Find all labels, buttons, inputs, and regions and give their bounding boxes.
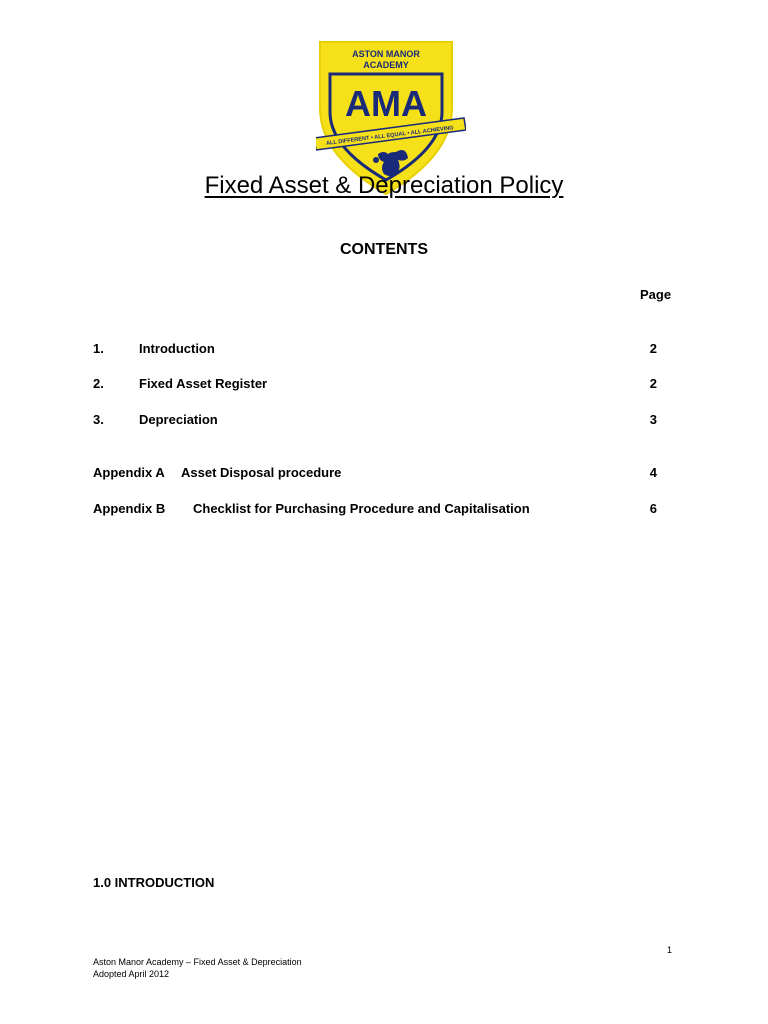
toc-entry-fixed-asset-register[interactable] <box>93 376 673 394</box>
toc-entry-number: Appendix A <box>93 465 165 480</box>
toc-entry-title: Asset Disposal procedure <box>181 465 342 480</box>
footer-line-1: Aston Manor Academy – Fixed Asset & Depreciation <box>93 957 302 967</box>
toc-entry-page: 2 <box>649 376 657 391</box>
toc-entry-page: 3 <box>649 412 657 427</box>
toc-entry-title: Fixed Asset Register <box>139 376 268 391</box>
section-heading-introduction: 1.0 INTRODUCTION <box>93 875 215 890</box>
toc-entry-number: 1. <box>93 341 104 356</box>
contents-heading: CONTENTS <box>340 241 428 258</box>
logo-line2: ACADEMY <box>363 60 409 70</box>
toc-entry-number: 2. <box>93 376 104 391</box>
toc-entry-number: 3. <box>93 412 104 427</box>
toc-entry-number: Appendix B <box>93 501 166 516</box>
footer-line-2: Adopted April 2012 <box>93 969 170 979</box>
toc-entry-introduction[interactable] <box>93 341 673 359</box>
toc-entry-title: Checklist for Purchasing Procedure and Capitalisation <box>193 501 530 516</box>
toc-entry-depreciation[interactable] <box>93 412 673 430</box>
toc-entry-title: Depreciation <box>139 412 218 427</box>
logo-initials: AMA <box>345 83 427 124</box>
toc-entry-page: 2 <box>649 341 657 356</box>
toc-entry-appendix-b[interactable] <box>93 501 673 519</box>
logo-motto: ALL DIFFERENT • ALL EQUAL • ALL ACHIEVING <box>325 125 454 147</box>
document-title: Fixed Asset & Depreciation Policy <box>204 172 564 199</box>
page-number: 1 <box>667 945 673 955</box>
logo-line1: ASTON MANOR <box>352 49 420 59</box>
toc-entry-appendix-a[interactable] <box>93 465 673 483</box>
page-column-label: Page <box>640 287 672 302</box>
toc-entry-page: 6 <box>649 501 657 516</box>
toc-entry-title: Introduction <box>139 341 215 356</box>
toc-entry-page: 4 <box>649 465 657 480</box>
